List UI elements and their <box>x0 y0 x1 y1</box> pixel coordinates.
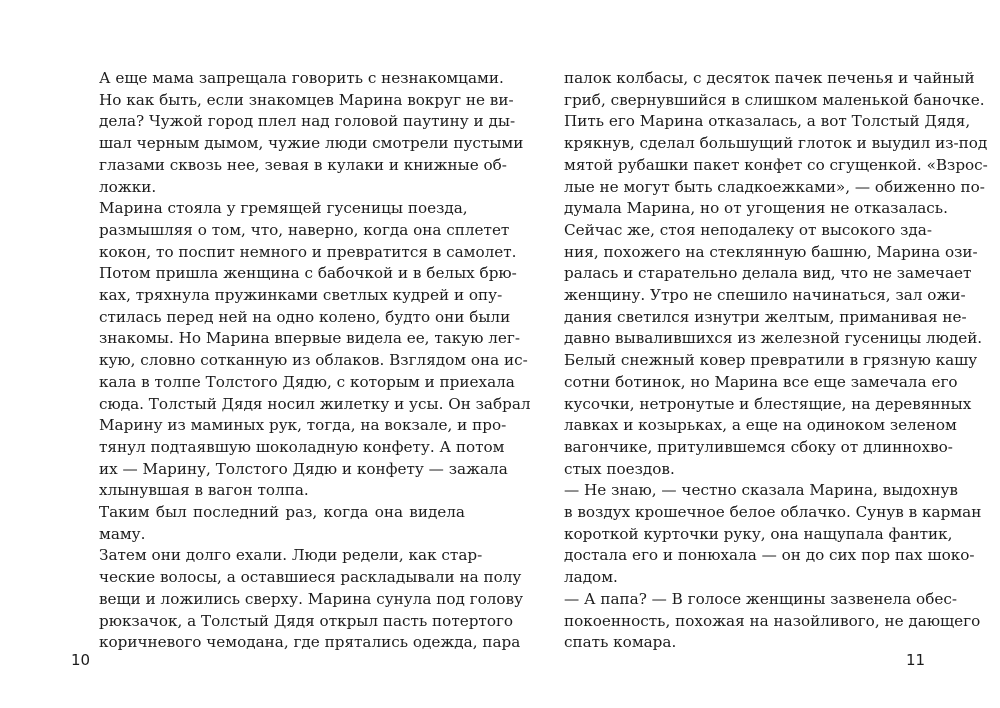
text-line: в воздух крошечное белое облачко. Сунув в карман <box>564 503 982 522</box>
text-line: дания светился изнутри желтым, приманивая не- <box>564 307 967 326</box>
left-page <box>73 68 531 654</box>
text-line: Таким был последний раз, когда она видела <box>99 503 465 522</box>
text-line: вагончике, притулившемся сбоку от длиннохво- <box>564 437 953 456</box>
text-line: сюда. Толстый Дядя носил жилетку и усы. Он забрал <box>99 394 531 413</box>
text-line: вещи и ложились сверху. Марина сунула под голову <box>99 589 524 608</box>
right-page-text <box>538 68 988 654</box>
text-line: — Не знаю, — честно сказала Марина, выдохнув <box>564 481 958 500</box>
text-line: Потом пришла женщина с бабочкой и в белых брю- <box>99 264 517 283</box>
text-line: крякнув, сделал большущий глоток и выудил из-под <box>564 134 988 153</box>
text-line: женщину. Утро не спешило начинаться, зал ожи- <box>564 286 966 305</box>
text-line: палок колбасы, с десяток пачек печенья и чайный <box>564 69 975 87</box>
text-line: Пить его Марина отказалась, а вот Толстый Дядя, <box>564 112 971 131</box>
text-line: хлынувшая в вагон толпа. <box>99 481 309 500</box>
text-line: гриб, свернувшийся в слишком маленькой баночке. <box>564 90 985 109</box>
page-number-left: 10 <box>71 651 91 669</box>
text-line: покоенность, похожая на назойливого, не дающего <box>564 611 981 630</box>
text-line: Затем они долго ехали. Люди редели, как стар- <box>99 546 483 565</box>
text-line: ках, тряхнула пружинками светлых кудрей и опу- <box>99 286 503 305</box>
left-page-text <box>73 68 531 654</box>
text-line: Сейчас же, стоя неподалеку от высокого зда- <box>564 220 932 239</box>
text-line: знакомы. Но Марина впервые видела ее, такую лег- <box>99 329 520 348</box>
text-line: А еще мама запрещала говорить с незнакомцами. <box>99 69 504 87</box>
text-line: стилась перед ней на одно колено, будто они были <box>99 307 511 326</box>
text-line: лые не могут быть сладкоежками», — обиженно по- <box>564 177 985 196</box>
text-line: мятой рубашки пакет конфет со сгущенкой. «Взрос- <box>564 155 988 174</box>
text-line: кала в толпе Толстого Дядю, с которым и приехала <box>99 372 515 391</box>
text-line: ралась и старательно делала вид, что не замечает <box>564 264 972 283</box>
text-line: шал черным дымом, чужие люди смотрели пустыми <box>99 134 524 153</box>
text-line: маму. <box>99 524 146 543</box>
text-line: давно вывалившихся из железной гусеницы людей. <box>564 329 983 348</box>
text-line: лавках и козырьках, а еще на одиноком зеленом <box>564 416 957 435</box>
right-page <box>538 68 988 654</box>
text-line: их — Марину, Толстого Дядю и конфету — зажала <box>99 459 508 478</box>
text-line: спать комара. <box>564 633 677 652</box>
text-line: — А папа? — В голосе женщины зазвенела обес- <box>564 589 957 608</box>
text-line: кую, словно сотканную из облаков. Взглядом она ис- <box>99 351 528 370</box>
text-line: размышляя о том, что, наверно, когда она сплетет <box>99 220 510 239</box>
text-line: достала его и понюхала — он до сих пор пах шоко- <box>564 546 975 565</box>
text-line: Но как быть, если знакомцев Марина вокруг не ви- <box>99 90 514 109</box>
text-line: кокон, то поспит немного и превратится в самолет. <box>99 242 517 261</box>
text-line: тянул подтаявшую шоколадную конфету. А потом <box>99 437 505 456</box>
text-line: ладом. <box>564 568 618 587</box>
text-line: стых поездов. <box>564 459 675 478</box>
text-line: Марина стояла у гремящей гусеницы поезда, <box>99 199 468 218</box>
text-line: глазами сквозь нее, зевая в кулаки и книжные об- <box>99 155 507 174</box>
text-line: ческие волосы, а оставшиеся раскладывали на полу <box>99 568 522 587</box>
text-line: Белый снежный ковер превратили в грязную кашу <box>564 351 978 370</box>
text-line: коричневого чемодана, где прятались одежда, пара <box>99 633 521 652</box>
text-line: сотни ботинок, но Марина все еще замечала его <box>564 372 958 391</box>
text-line: думала Марина, но от угощения не отказалась. <box>564 199 948 218</box>
text-line: короткой курточки руку, она нащупала фантик, <box>564 524 953 543</box>
text-line: дела? Чужой город плел над головой паутину и ды- <box>99 112 516 131</box>
text-line: рюкзачок, а Толстый Дядя открыл пасть потертого <box>99 611 514 630</box>
text-line: кусочки, нетронутые и блестящие, на деревянных <box>564 394 972 413</box>
page-number-right: 11 <box>906 651 926 669</box>
text-line: Марину из маминых рук, тогда, на вокзале, и про- <box>99 416 507 435</box>
text-line: ния, похожего на стеклянную башню, Марина ози- <box>564 242 978 261</box>
text-line: ложки. <box>99 177 157 196</box>
